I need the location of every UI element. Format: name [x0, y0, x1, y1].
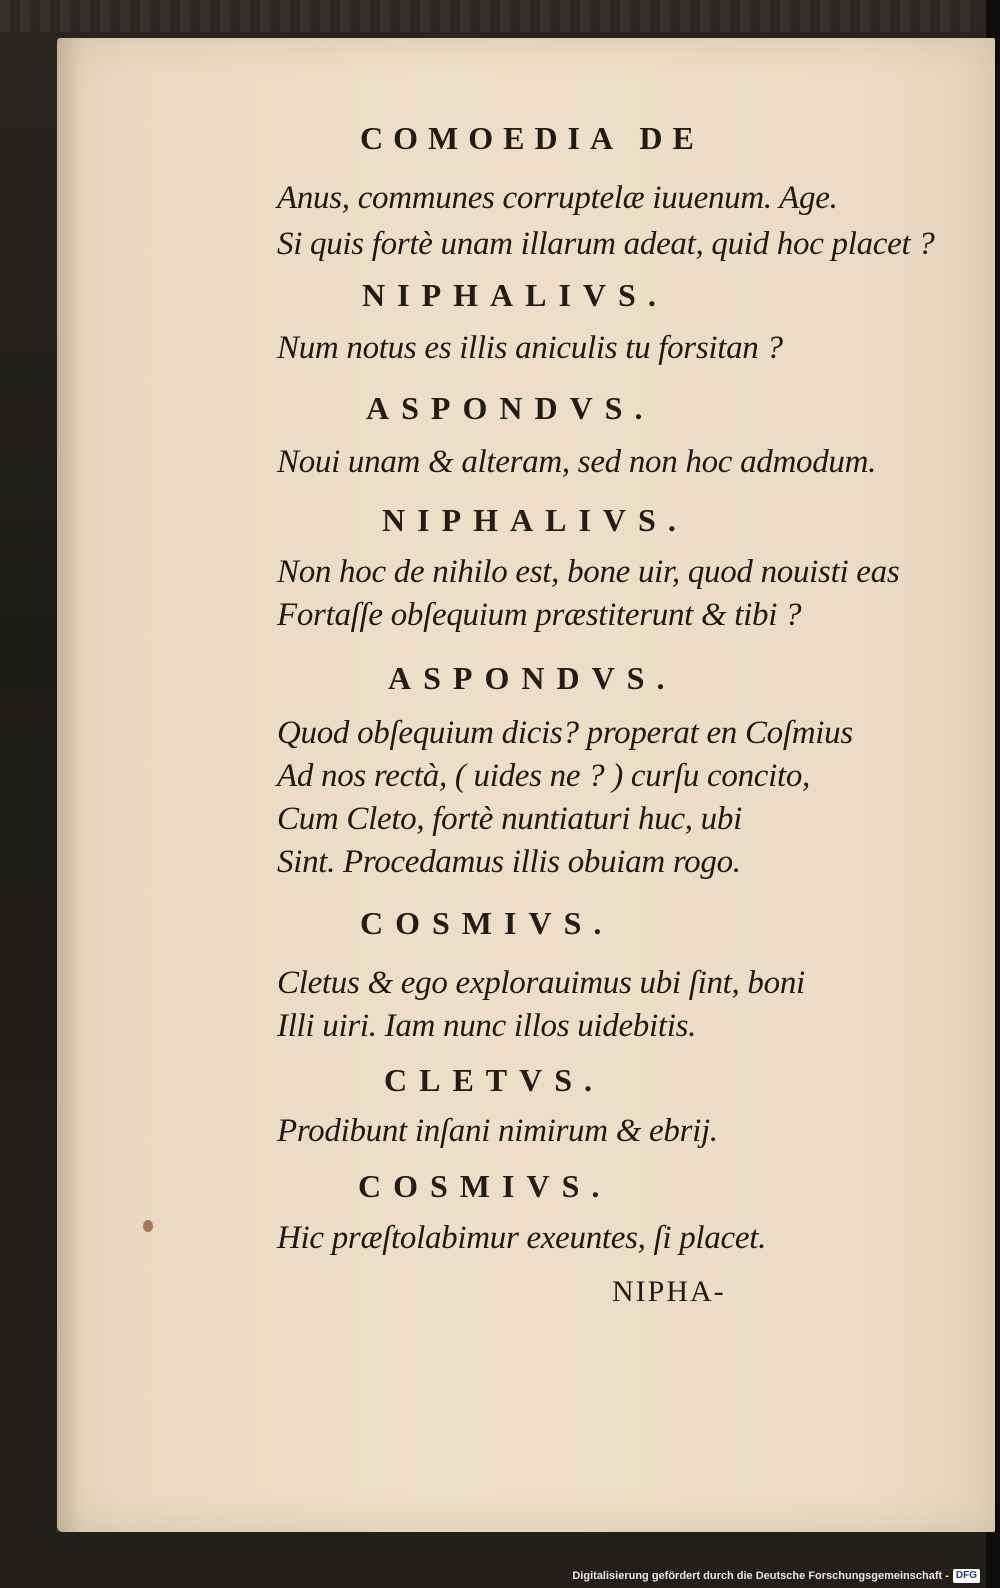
speaker-name: ASPONDVS. [366, 390, 655, 426]
verse-line: Non hoc de nihilo est, bone uir, quod nouisti eas [277, 554, 900, 590]
catchword: NIPHA- [612, 1275, 726, 1308]
verse-line: Prodibunt inſani nimirum & ebrij. [277, 1113, 718, 1149]
speaker-name: NIPHALIVS. [382, 502, 688, 538]
running-header: COMOEDIA DE [360, 120, 704, 156]
verse-line: Num notus es illis aniculis tu forsitan ? [277, 330, 783, 366]
previous-page-edge [0, 0, 980, 32]
speaker-name: CLETVS. [384, 1062, 605, 1098]
verse-line: Fortaſſe obſequium præstiterunt & tibi ? [277, 597, 802, 633]
verse-line: Hic præſtolabimur exeuntes, ſi placet. [277, 1220, 767, 1256]
verse-line: Cum Cleto, fortè nuntiaturi huc, ubi [277, 801, 742, 837]
verse-line: Illi uiri. Iam nunc illos uidebitis. [277, 1008, 697, 1044]
speaker-name: NIPHALIVS. [362, 277, 668, 313]
speaker-name: COSMIVS. [360, 905, 614, 941]
verse-line: Cletus & ego explorauimus ubi ſint, boni [277, 965, 805, 1001]
verse-line: Sint. Procedamus illis obuiam rogo. [277, 844, 741, 880]
verse-line: Anus, communes corruptelæ iuuenum. Age. [277, 180, 838, 216]
dfg-logo-icon: DFG [953, 1569, 980, 1583]
verse-line: Quod obſequium dicis? properat en Coſmius [277, 715, 853, 751]
speaker-name: ASPONDVS. [388, 660, 677, 696]
verse-line: Ad nos rectà, ( uides ne ? ) curſu concito, [277, 758, 811, 794]
speaker-name: COSMIVS. [358, 1168, 612, 1204]
funding-footer [572, 1567, 980, 1585]
verse-line: Si quis fortè unam illarum adeat, quid hoc placet ? [277, 226, 935, 262]
paper-stain [143, 1220, 153, 1232]
footer-text: Digitalisierung gefördert durch die Deutsche Forschungsgemeinschaft - [572, 1570, 949, 1582]
verse-line: Noui unam & alteram, sed non hoc admodum. [277, 444, 877, 480]
